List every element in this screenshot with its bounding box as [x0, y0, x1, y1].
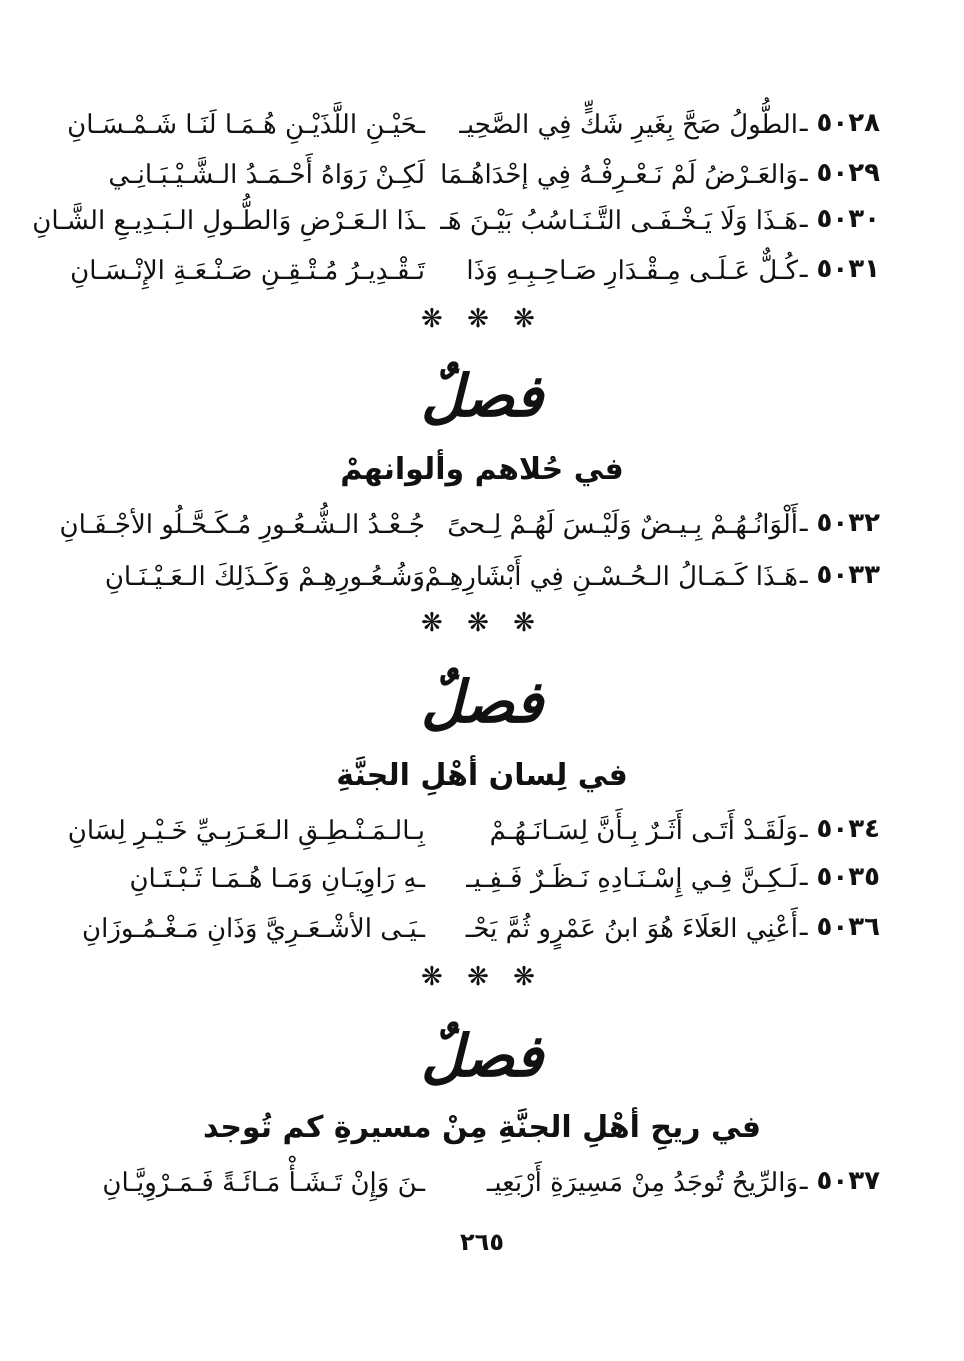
section-divider-stars: ❋ ❋ ❋ — [421, 304, 543, 334]
verse-hemistich-second: ـذَا الـعَـرْضِ وَالطُّـولِ الـبَـدِيـعِ الشَّـانِ — [32, 206, 425, 236]
verse-hemistich-second: ـنَ وَإِنْ تَـشَـأْ مَـائَـةً فَـمَـرْوِيَّـانِ — [102, 1168, 425, 1198]
verse-hemistich-first: أَلْوَانُـهُـمْ بِـيـضٌ وَلَيْـسَ لَهُـمْ لِـحىً — [447, 510, 798, 540]
verse-5029 — [80, 158, 880, 208]
fasl-heading: فصلٌ — [421, 1022, 543, 1090]
verse-hemistich-second: وَشُـعُـورِهِـمْ وَكَـذَلِكَ الـعَـيْـنَـانِ — [104, 562, 425, 592]
verse-number: ٥٠٣٠ ـ — [799, 204, 880, 234]
verse-hemistich-second: تَـقْـدِيـرُ مُـتْـقِـنِ صَـنْـعَـةِ الإِنْـسَـانِ — [70, 256, 425, 286]
verse-hemistich-first: لَـكِـنَّ فِـي إِسْـنَـادِهِ نَـظَـرٌ فَـفِـيـ — [466, 864, 798, 894]
verse-hemistich-second: ـهِ رَاوِيَـانِ وَمَـا هُـمَـا ثَـبْـتَـانِ — [129, 864, 425, 894]
verse-hemistich-first: أَعْنِي العَلَاءَ هُوَ ابنُ عَمْرٍو ثُمَّ يَحْـ — [465, 914, 798, 944]
verse-hemistich-second: لَكِـنْ رَوَاهُ أَحْـمَـدُ الـشَّـيْـبَـانِـي — [108, 160, 425, 190]
section-divider-stars: ❋ ❋ ❋ — [421, 608, 543, 638]
verse-5028 — [67, 108, 880, 158]
section-title: في لِسان أهْلِ الجنَّةِ — [336, 758, 628, 793]
verse-number: ٥٠٣٤ ـ — [799, 814, 880, 844]
verse-hemistich-first: وَالرِّيحُ تُوجَدُ مِنْ مَسِيرَةِ أَرْبَعِيـ — [486, 1168, 798, 1198]
verse-hemistich-first: هَـذَا وَلَا يَـخْـفَـى التَّـنَـاسُبُ بَيْـنَ هَـ — [440, 206, 798, 236]
verse-hemistich-first: هَـذَا كَـمَـالُ الـحُـسْـنِ فِي أَبْشَارِهِـمْ — [424, 562, 798, 592]
verse-5030 — [32, 204, 880, 254]
verse-5037 — [80, 1166, 880, 1216]
verse-5031 — [70, 254, 880, 304]
fasl-heading: فصلٌ — [421, 668, 543, 736]
page-number: ٢٦٥ — [460, 1228, 504, 1256]
verse-hemistich-second: ـحَيْـنِ اللَّذَيْـنِ هُـمَـا لَنَـا شَـمْـسَـانِ — [67, 110, 425, 140]
verse-5034 — [67, 814, 880, 864]
verse-hemistich-first: وَلَقَـدْ أَتَـى أَثَـرٌ بِـأَنَّ لِسَـانَـهُـمْ — [489, 816, 798, 846]
verse-number: ٥٠٢٨ ـ — [799, 108, 880, 138]
section-title: في ريحِ أهْلِ الجنَّةِ مِنْ مسيرةِ كم تُوجد — [202, 1110, 762, 1145]
verse-number: ٥٠٣١ ـ — [799, 254, 880, 284]
verse-hemistich-first: وَالعَـرْضُ لَمْ نَـعْـرِفْـهُ فِي إحْدَاهُـمَا — [440, 160, 798, 190]
section-title: في حُلاهم وألوانهمْ — [340, 452, 624, 487]
verse-number: ٥٠٢٩ ـ — [799, 158, 880, 188]
verse-number: ٥٠٣٢ ـ — [799, 508, 880, 538]
verse-5035 — [80, 862, 880, 912]
verse-number: ٥٠٣٦ ـ — [799, 912, 880, 942]
verse-number: ٥٠٣٧ ـ — [799, 1166, 880, 1196]
verse-5032 — [59, 508, 880, 558]
verse-number: ٥٠٣٣ ـ — [799, 560, 880, 590]
section-divider-stars: ❋ ❋ ❋ — [421, 962, 543, 992]
verse-5033 — [80, 560, 880, 610]
verse-hemistich-second: ـيَـى الأشْـعَـرِيَّ وَذَانِ مَـغْـمُـوزَانِ — [82, 914, 425, 944]
verse-number: ٥٠٣٥ ـ — [799, 862, 880, 892]
fasl-heading: فصلٌ — [421, 362, 543, 430]
verse-5036 — [80, 912, 880, 962]
verse-hemistich-first: كُـلٌّ عَـلَـى مِـقْـدَارِ صَـاحِـبِـهِ وَذَا — [466, 256, 798, 286]
verse-hemistich-second: جُـعْـدُ الـشُّـعُـورِ مُـكَـحَّـلُو الأجْـفَـانِ — [59, 510, 425, 540]
verse-hemistich-second: بِـالـمَـنْـطِـقِ الـعَـرَبِـيِّ خَـيْـرِ لِسَانِ — [67, 816, 425, 846]
verse-hemistich-first: الطُّولُ صَحَّ بِغَيرِ شَكٍّ فِي الصَّحِيـ — [459, 110, 798, 140]
